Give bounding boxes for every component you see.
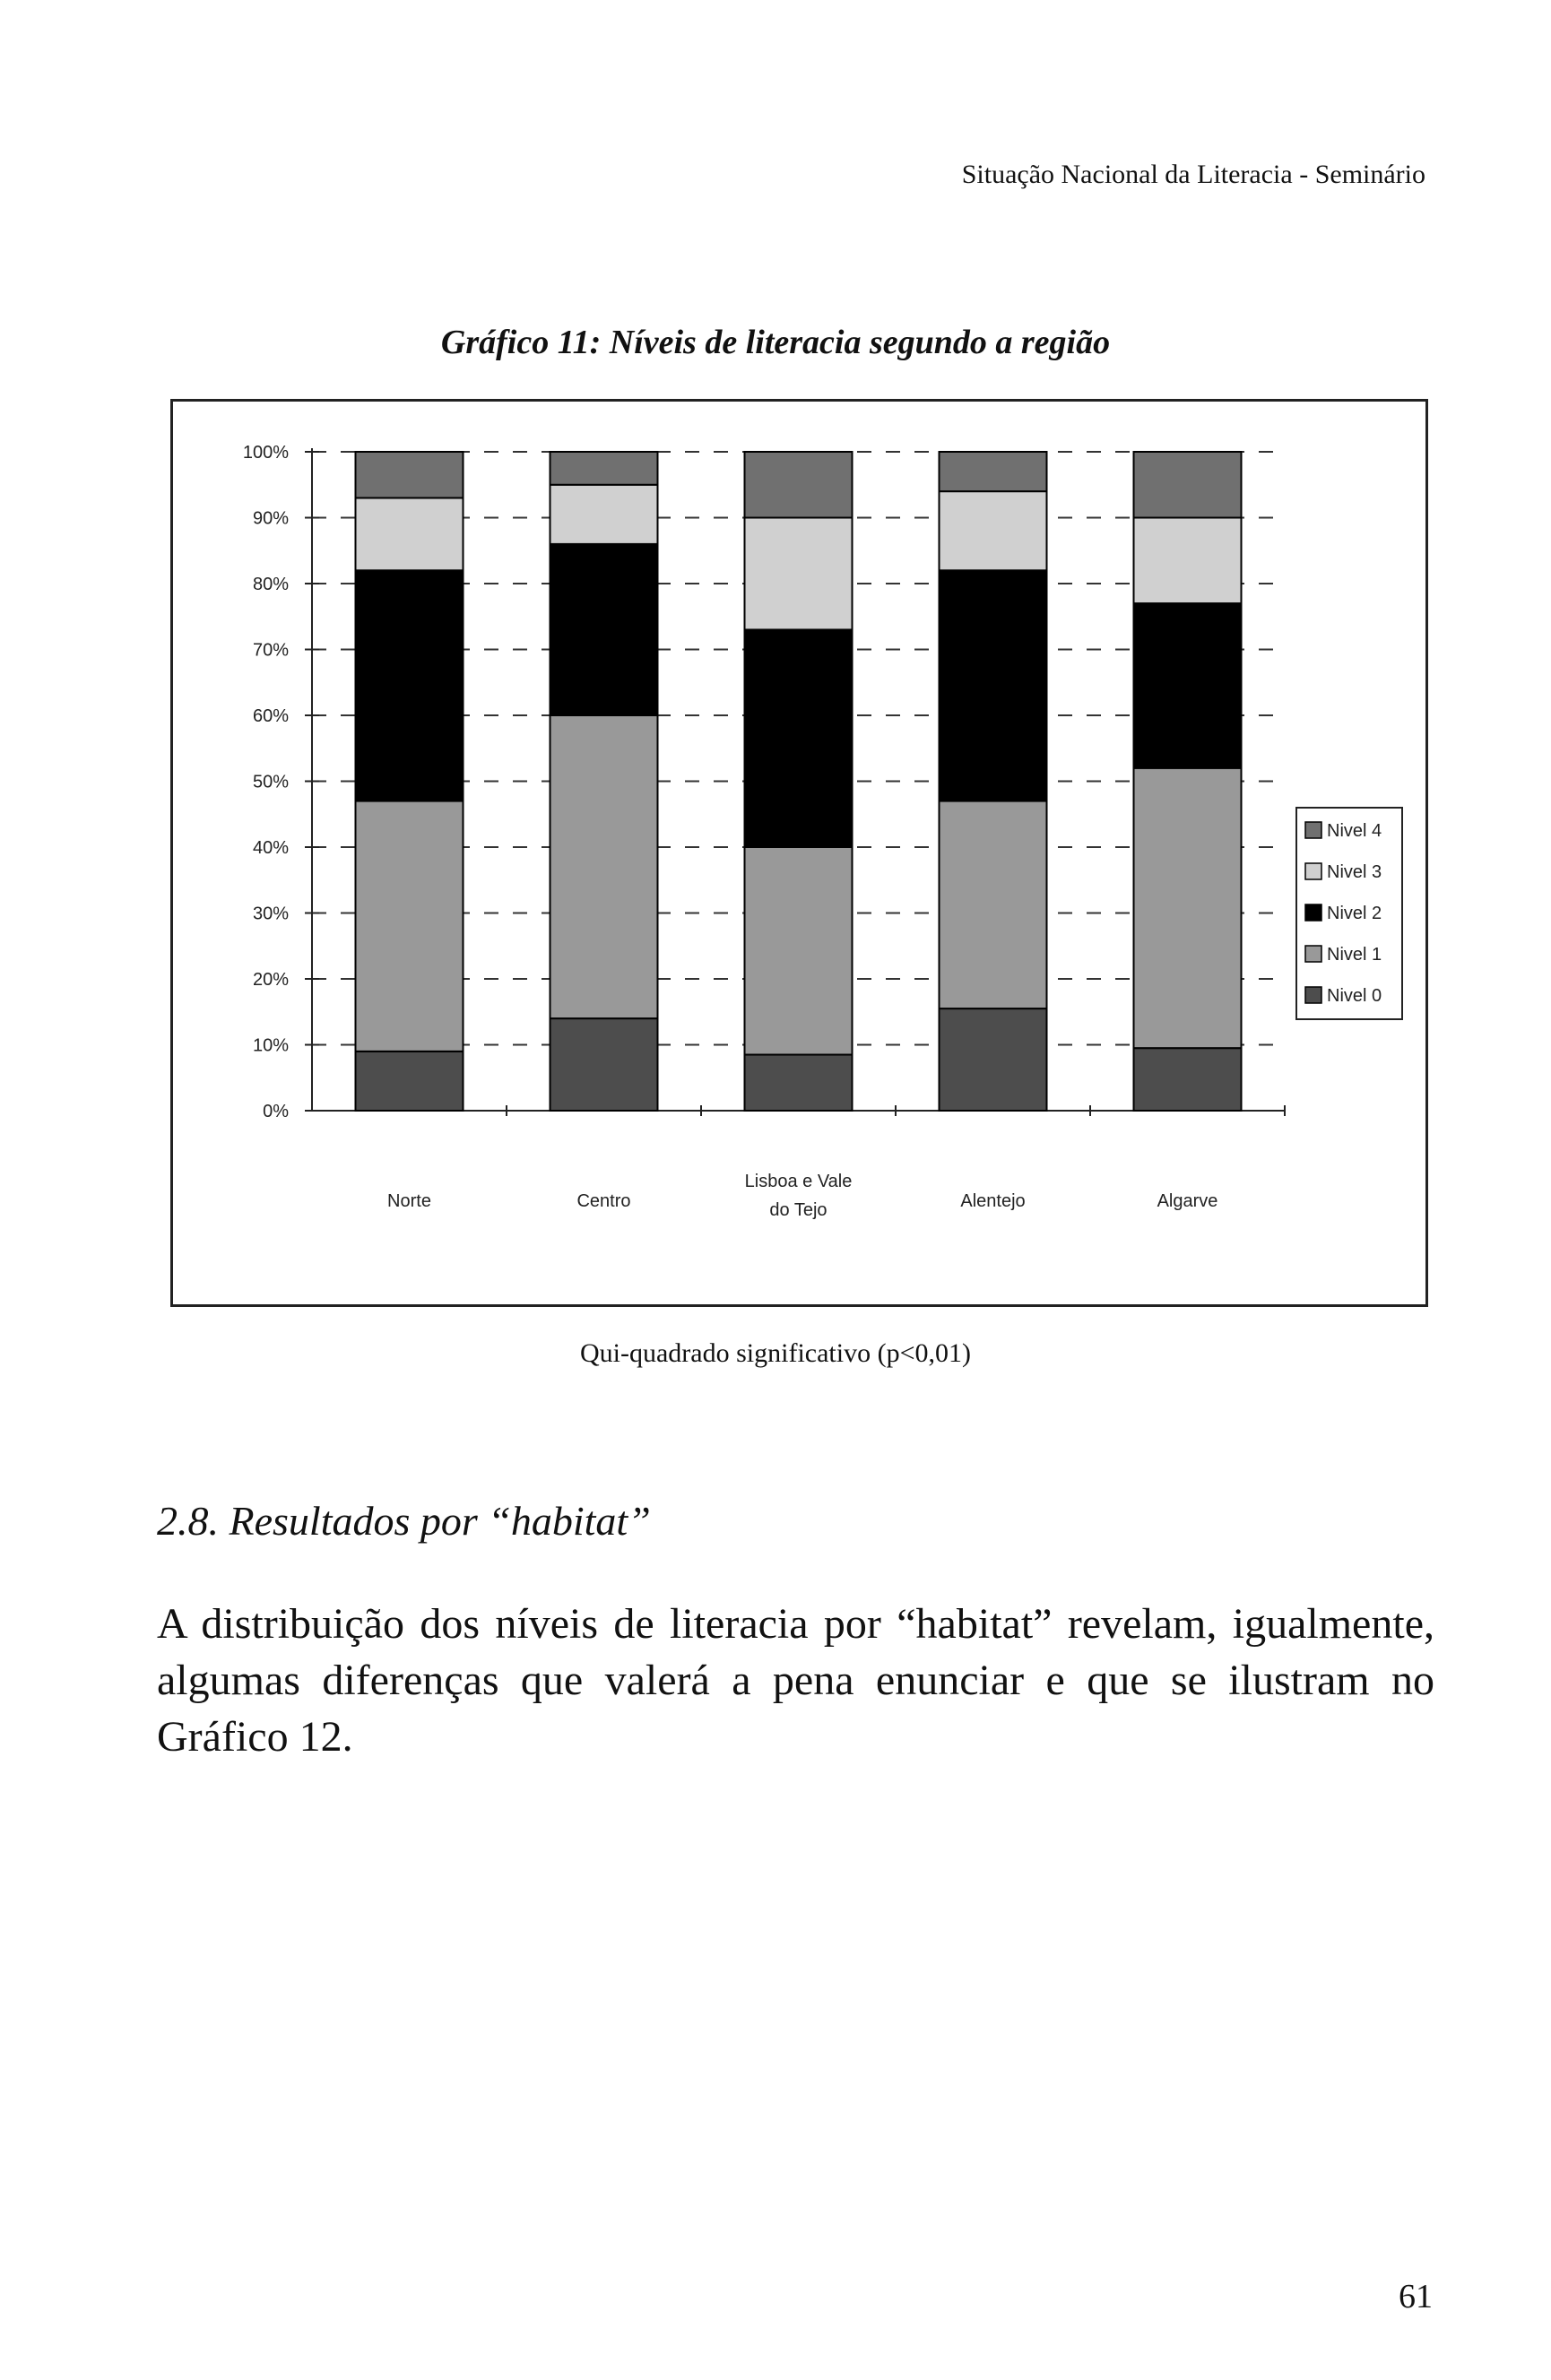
bar-segment: [550, 485, 658, 544]
legend-swatch: [1305, 987, 1321, 1003]
legend-label: Nivel 0: [1327, 986, 1382, 1006]
chart-caption: Qui-quadrado significativo (p<0,01): [580, 1338, 971, 1368]
y-tick-label: 10%: [252, 1035, 289, 1056]
legend-label: Nivel 3: [1327, 862, 1382, 882]
x-tick-label: Lisboa e Vale: [744, 1172, 853, 1191]
y-tick-label: 70%: [252, 640, 289, 661]
bar-segment: [550, 715, 658, 1018]
legend-label: Nivel 4: [1327, 821, 1382, 841]
bar-segment: [1134, 1048, 1242, 1111]
bar-segment: [356, 498, 464, 570]
y-tick-label: 60%: [252, 706, 289, 726]
y-tick-label: 100%: [242, 443, 289, 463]
bar-segment: [940, 1008, 1047, 1111]
legend-swatch: [1305, 904, 1321, 921]
y-tick-label: 80%: [252, 575, 289, 594]
page-number: 61: [1399, 2278, 1433, 2315]
y-tick-label: 0%: [263, 1102, 289, 1121]
legend-label: Nivel 1: [1327, 945, 1382, 965]
y-tick-label: 30%: [252, 904, 289, 924]
x-tick-label: Algarve: [1157, 1191, 1218, 1211]
y-tick-label: 20%: [252, 970, 289, 990]
bar-segment: [1134, 518, 1242, 604]
y-tick-label: 50%: [252, 772, 289, 792]
x-tick-label: Centro: [576, 1191, 631, 1211]
bar-segment: [1134, 452, 1242, 518]
legend-swatch: [1305, 863, 1321, 879]
bar-segment: [550, 544, 658, 715]
bar-segment: [356, 801, 464, 1052]
bar-segment: [940, 452, 1047, 491]
bar-segment: [356, 1052, 464, 1111]
legend-swatch: [1305, 822, 1321, 838]
legend-swatch: [1305, 946, 1321, 962]
x-tick-label: Alentejo: [960, 1191, 1026, 1211]
bar-segment: [745, 847, 853, 1055]
x-tick-label: do Tejo: [769, 1200, 827, 1220]
stacked-bar-chart: [173, 402, 1425, 1304]
bar-segment: [745, 452, 853, 518]
bar-segment: [745, 629, 853, 847]
y-tick-label: 40%: [252, 838, 289, 858]
bar-segment: [550, 452, 658, 485]
bar-segment: [550, 1018, 658, 1111]
bar-segment: [745, 1055, 853, 1111]
bar-segment: [940, 491, 1047, 570]
y-tick-label: 90%: [252, 508, 289, 529]
bar-segment: [1134, 603, 1242, 768]
bar-segment: [356, 452, 464, 498]
legend-label: Nivel 2: [1327, 904, 1382, 923]
section-heading: 2.8. Resultados por “habitat”: [157, 1498, 651, 1544]
bar-segment: [745, 518, 853, 630]
bar-segment: [940, 801, 1047, 1009]
bar-segment: [356, 570, 464, 801]
chart-frame: [170, 399, 1428, 1307]
chart-title: Gráfico 11: Níveis de literacia segundo a região: [440, 324, 1111, 361]
body-paragraph: A distribuição dos níveis de literacia por “habitat” revelam, igualmente, algumas diferenças que valerá a pena enunciar e que se ilustram no Gráfico 12.: [157, 1600, 1434, 1761]
bar-segment: [940, 570, 1047, 801]
running-header: Situação Nacional da Literacia - Seminário: [961, 160, 1425, 189]
bar-segment: [1134, 768, 1242, 1048]
x-tick-label: Norte: [387, 1191, 431, 1211]
